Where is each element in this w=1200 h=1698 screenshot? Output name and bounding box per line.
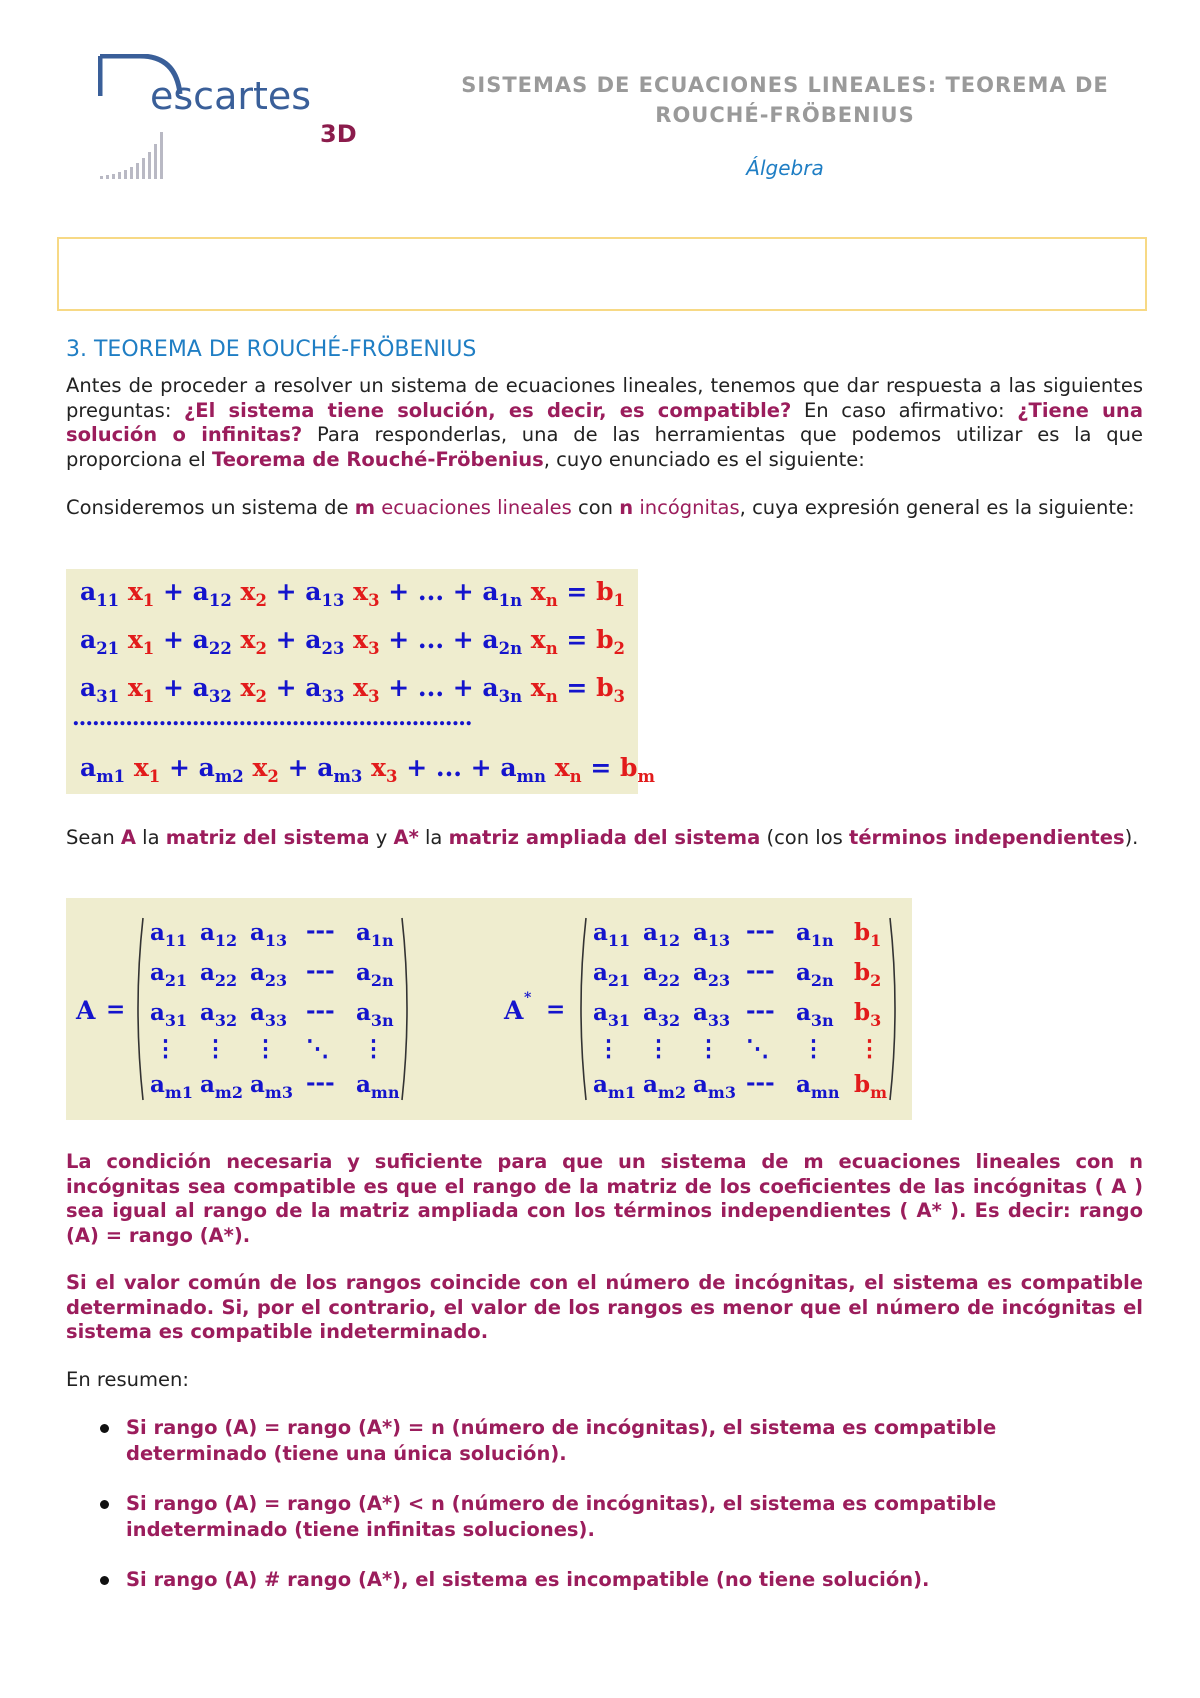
svg-text:b1: $b_1$ xyxy=(854,919,882,950)
svg-text:⋮: ⋮ xyxy=(254,1035,277,1062)
bullet-icon xyxy=(100,1500,109,1509)
empty-frame xyxy=(57,237,1147,311)
intro-paragraph: Antes de proceder a resolver un sistema de ecuaciones lineales, tenemos que dar respuesta a las siguientes preguntas: ¿El sistema tiene solución, es decir, es compatible? En caso afirmativo: ¿Tiene una solución o infinitas? Para responderlas, una de las herramientas que podemos utilizar es la que proporciona el Teorema de Rouché-Fröbenius, cuyo enunciado es el siguiente: xyxy=(66,374,1143,471)
svg-text:a22: $a_{22}$ xyxy=(643,959,681,990)
summary-bullet-3: Si rango (A) # rango (A*), el sistema es incompatible (no tiene solución). xyxy=(126,1568,930,1591)
svg-text:---: --- xyxy=(306,997,335,1024)
svg-text:a33: $a_{33}$ xyxy=(250,999,288,1030)
svg-text:a13: $a_{13}$ xyxy=(250,919,288,950)
equation-row-3: $a_{31}$ $x_1 + a_{32}$ $x_2 + a_{33}$ $x_3$ + ... + $a_{3n}$ $x_n = b_3$ xyxy=(80,673,626,706)
matrix-a-label: A xyxy=(76,996,96,1025)
svg-text:a11: $a_{11}$ xyxy=(593,919,631,950)
svg-text:---: --- xyxy=(306,1069,335,1096)
svg-text:a3n: $a_{3n}$ xyxy=(356,999,394,1030)
svg-text:a11: $a_{11}$ xyxy=(150,919,188,950)
sean-paragraph: Sean A la matriz del sistema y A* la matriz ampliada del sistema (con los términos independientes). xyxy=(66,826,1139,849)
svg-text:a12: $a_{12}$ xyxy=(643,919,681,950)
matrix-a-entries xyxy=(150,917,400,1102)
matrix-astar-label: A xyxy=(504,996,524,1025)
logo-3d-badge: 3D xyxy=(320,120,357,148)
svg-text:⋱: ⋱ xyxy=(306,1035,329,1062)
svg-text:am2: $a_{m2}$ xyxy=(200,1071,243,1102)
summary-bullet-1: Si rango (A) = rango (A*) = n (número de incógnitas), el sistema es compatible determinado (tiene una única solución). xyxy=(126,1416,997,1465)
general-system-panel xyxy=(66,569,655,794)
svg-text:amn: $a_{mn}$ xyxy=(356,1071,400,1102)
svg-text:---: --- xyxy=(746,917,775,944)
svg-text:am3: $a_{m3}$ xyxy=(693,1071,736,1102)
svg-text:a22: $a_{22}$ xyxy=(200,959,238,990)
svg-text:⋮: ⋮ xyxy=(362,1035,385,1062)
svg-text:a1n: $a_{1n}$ xyxy=(796,919,834,950)
equals-sign: = xyxy=(106,996,126,1023)
svg-text:a2n: $a_{2n}$ xyxy=(356,959,394,990)
equation-row-1: $a_{11}$ $x_1 + a_{12}$ $x_2 + a_{13}$ $x_3$ + ... + $a_{1n}$ $x_n = b_1$ xyxy=(80,577,626,610)
svg-text:a1n: $a_{1n}$ xyxy=(356,919,394,950)
svg-text:amn: $a_{mn}$ xyxy=(796,1071,840,1102)
svg-text:b3: $b_3$ xyxy=(854,999,882,1030)
svg-text:a23: $a_{23}$ xyxy=(693,959,731,990)
svg-text:a32: $a_{32}$ xyxy=(643,999,681,1030)
svg-text:a13: $a_{13}$ xyxy=(693,919,731,950)
svg-text:am1: $a_{m1}$ xyxy=(150,1071,193,1102)
svg-text:⋮: ⋮ xyxy=(204,1035,227,1062)
svg-text:a2n: $a_{2n}$ xyxy=(796,959,834,990)
descartes-logo xyxy=(98,54,398,184)
svg-text:⋮: ⋮ xyxy=(647,1035,670,1062)
independent-terms-column xyxy=(854,919,887,1102)
svg-text:a21: $a_{21}$ xyxy=(150,959,188,990)
svg-text:a21: $a_{21}$ xyxy=(593,959,631,990)
svg-text:⋮: ⋮ xyxy=(597,1035,620,1062)
logo-wordmark: escartes xyxy=(150,74,312,118)
svg-text:b2: $b_2$ xyxy=(854,959,882,990)
svg-text:---: --- xyxy=(306,917,335,944)
svg-text:---: --- xyxy=(746,1069,775,1096)
bullet-icon xyxy=(100,1576,109,1585)
equation-row-m: $a_{m1}$ $x_1 + a_{m2}$ $x_2 + a_{m3}$ $x_3$ + ... + $a_{mn}$ $x_n = b_m$ xyxy=(80,753,655,786)
svg-text:⋮: ⋮ xyxy=(802,1035,825,1062)
matrices-panel xyxy=(66,898,912,1120)
svg-text:---: --- xyxy=(306,957,335,984)
section-title: 3. TEOREMA DE ROUCHÉ-FRÖBENIUS xyxy=(66,337,477,362)
equals-sign-2: = xyxy=(546,996,566,1023)
condition-paragraph: La condición necesaria y suficiente para que un sistema de m ecuaciones lineales con n incógnitas sea compatible es que el rango de la matriz de los coeficientes de las incógnitas ( A ) sea igual al rango de la matriz ampliada con los términos independientes ( A* ). Es decir: rango (A) = rango (A*). xyxy=(66,1150,1143,1247)
subject-label: Álgebra xyxy=(746,156,824,180)
svg-text:---: --- xyxy=(746,997,775,1024)
svg-text:⋮: ⋮ xyxy=(858,1035,881,1062)
svg-text:a12: $a_{12}$ xyxy=(200,919,238,950)
system-intro-paragraph: Consideremos un sistema de m ecuaciones lineales con n incógnitas, cuya expresión general es la siguiente: xyxy=(66,496,1135,519)
svg-text:⋱: ⋱ xyxy=(746,1035,769,1062)
dotted-separator: ............................................................ xyxy=(72,705,472,731)
svg-text:⋮: ⋮ xyxy=(697,1035,720,1062)
summary-bullet-2: Si rango (A) = rango (A*) < n (número de incógnitas), el sistema es compatible indeterminado (tiene infinitas soluciones). xyxy=(126,1492,997,1541)
svg-text:⋮: ⋮ xyxy=(154,1035,177,1062)
svg-text:am1: $a_{m1}$ xyxy=(593,1071,636,1102)
equation-row-2: $a_{21}$ $x_1 + a_{22}$ $x_2 + a_{23}$ $x_3$ + ... + $a_{2n}$ $x_n = b_2$ xyxy=(80,625,626,658)
matrix-astar-entries xyxy=(593,917,840,1102)
svg-text:a31: $a_{31}$ xyxy=(593,999,631,1030)
summary-label: En resumen: xyxy=(66,1368,189,1391)
matrix-astar-superscript: * xyxy=(524,990,532,1006)
common-rank-paragraph: Si el valor común de los rangos coincide con el número de incógnitas, el sistema es compatible determinado. Si, por el contrario, el valor de los rangos es menor que el número de incógnitas el sistema es compatible indeterminado. xyxy=(66,1271,1143,1343)
svg-text:bm: $b_m$ xyxy=(854,1071,888,1102)
bullet-icon xyxy=(100,1424,109,1433)
page-title: SISTEMAS DE ECUACIONES LINEALES: TEOREMA DE ROUCHÉ-FRÖBENIUS xyxy=(461,73,1109,127)
svg-text:am3: $a_{m3}$ xyxy=(250,1071,293,1102)
svg-text:a32: $a_{32}$ xyxy=(200,999,238,1030)
svg-text:a33: $a_{33}$ xyxy=(693,999,731,1030)
svg-text:a31: $a_{31}$ xyxy=(150,999,188,1030)
svg-text:am2: $a_{m2}$ xyxy=(643,1071,686,1102)
svg-text:a3n: $a_{3n}$ xyxy=(796,999,834,1030)
svg-text:a23: $a_{23}$ xyxy=(250,959,288,990)
svg-text:---: --- xyxy=(746,957,775,984)
